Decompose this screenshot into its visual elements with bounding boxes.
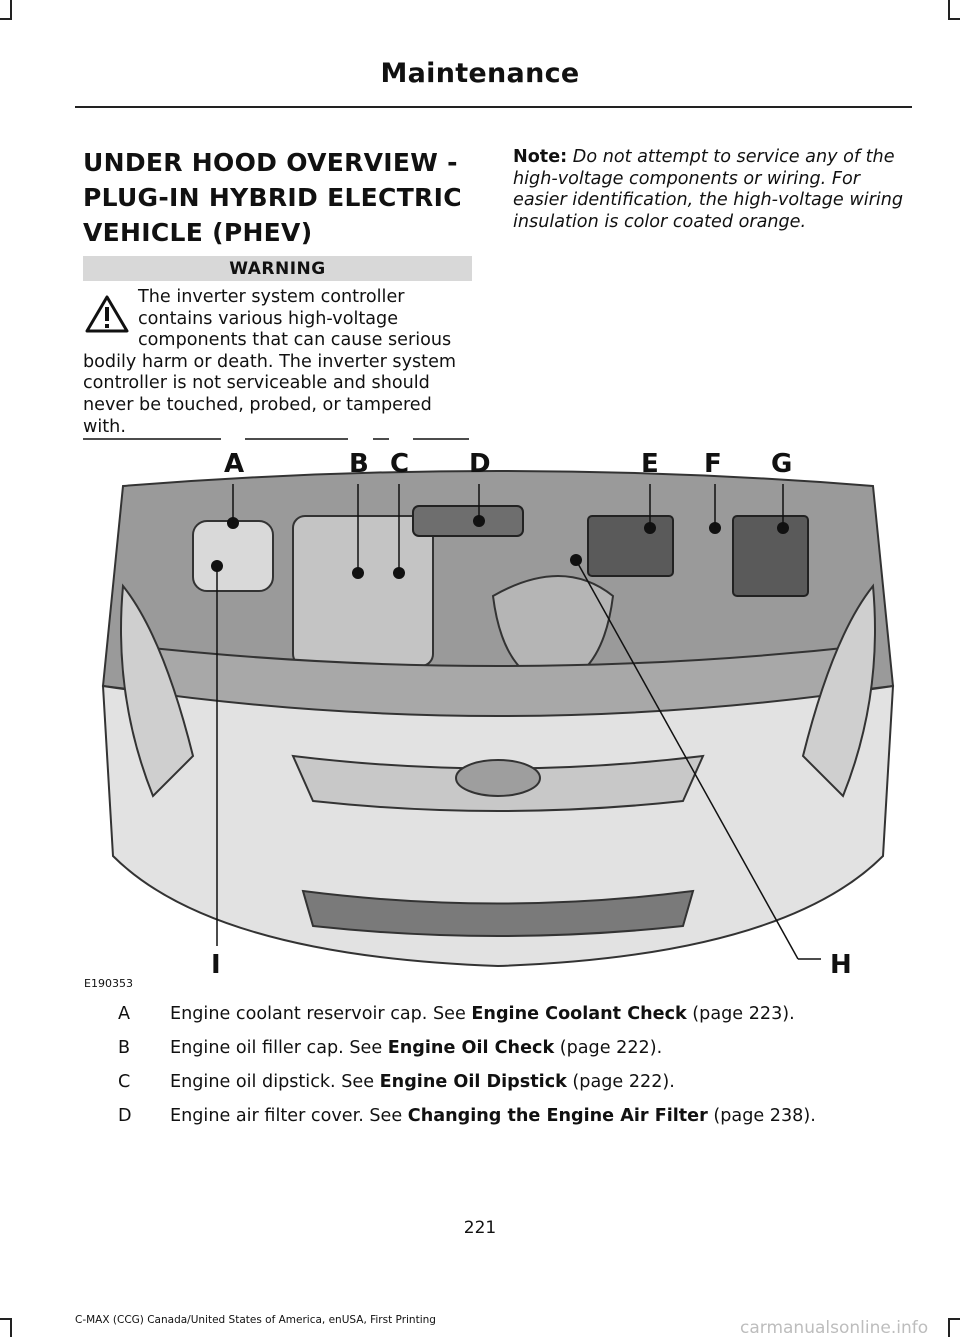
cross-reference: Engine Coolant Check <box>471 1004 687 1024</box>
warning-text: The inverter system controller contains various high-voltage components that can cause serious bodily harm or death. The inverter system controller is not serviceable and should never be touched, probed, or tampered with. <box>83 287 457 437</box>
callout-h: H <box>830 950 852 980</box>
page-number: 221 <box>463 1218 497 1238</box>
callout-i: I <box>211 950 221 980</box>
callout-c: C <box>390 449 410 479</box>
callout-d: D <box>469 449 491 479</box>
callout-g: G <box>771 449 793 479</box>
callout-f: F <box>704 449 722 479</box>
legend-description: Engine oil dipstick. See Engine Oil Dipstick (page 222). <box>170 1072 675 1092</box>
header-rule <box>75 106 912 108</box>
watermark: carmanualsonline.info <box>740 1318 929 1338</box>
figure-id: E190353 <box>84 977 133 990</box>
cross-reference: Engine Oil Dipstick <box>379 1072 567 1092</box>
legend-letter: D <box>118 1106 132 1126</box>
crop-mark <box>10 1318 12 1337</box>
warning-label: WARNING <box>83 256 472 281</box>
cross-reference: Engine Oil Check <box>387 1038 555 1058</box>
legend-letter: C <box>118 1072 131 1092</box>
note-label: Note: <box>513 147 568 167</box>
crop-mark <box>948 1318 950 1337</box>
legend-description: Engine air filter cover. See Changing the Engine Air Filter (page 238). <box>170 1106 816 1126</box>
callout-e: E <box>641 449 659 479</box>
crop-mark <box>10 0 12 18</box>
legend-letter: B <box>118 1038 131 1058</box>
callout-b: B <box>349 449 369 479</box>
legend-description: Engine coolant reservoir cap. See Engine Coolant Check (page 223). <box>170 1004 795 1024</box>
under-hood-illustration <box>83 436 913 996</box>
note-body: Do not attempt to service any of the high-voltage components or wiring. For easier identification, the high-voltage wiring insulation is color coated orange. <box>513 147 904 232</box>
crop-mark <box>948 0 950 18</box>
warning-text-block <box>83 287 475 438</box>
page-header-title: Maintenance <box>380 58 580 89</box>
section-title: UNDER HOOD OVERVIEW - PLUG-IN HYBRID ELECTRIC VEHICLE (PHEV) <box>83 148 462 247</box>
callout-a: A <box>224 449 245 479</box>
footer-text: C-MAX (CCG) Canada/United States of America, enUSA, First Printing <box>75 1314 436 1326</box>
crop-mark <box>0 18 12 20</box>
cross-reference: Changing the Engine Air Filter <box>407 1106 708 1126</box>
legend-letter: A <box>118 1004 131 1024</box>
note-block <box>513 147 909 233</box>
crop-mark <box>948 18 960 20</box>
legend-description: Engine oil filler cap. See Engine Oil Check (page 222). <box>170 1038 663 1058</box>
